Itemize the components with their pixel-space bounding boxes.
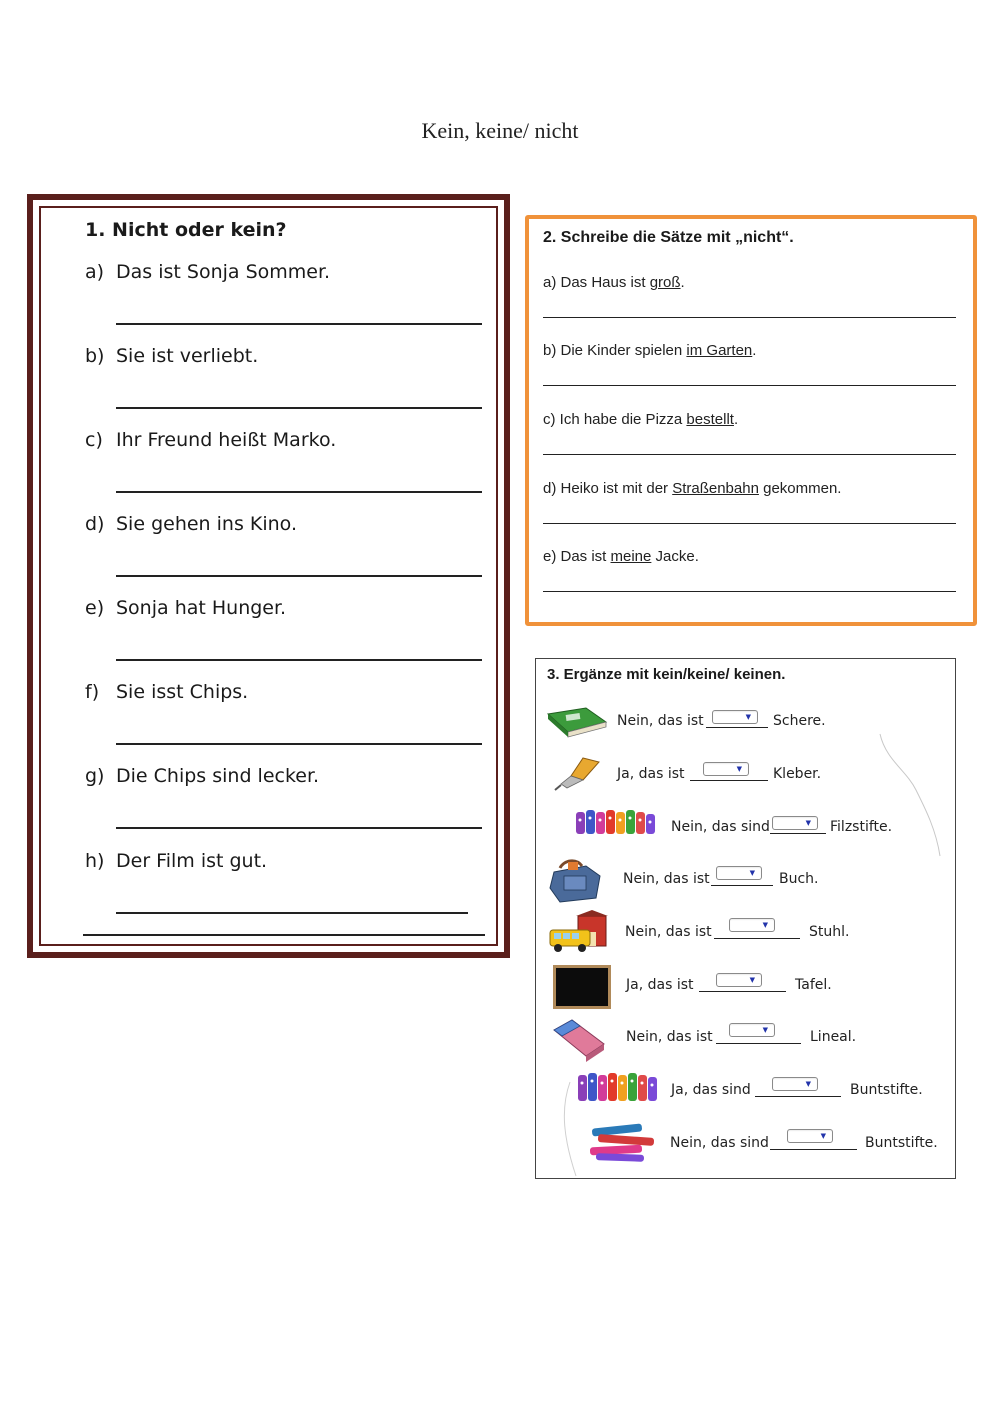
item-letter: g) [85,765,105,787]
exercise-3-item [0,1016,1000,1056]
item-sentence: Sie isst Chips. [116,681,249,703]
article-dropdown[interactable] [772,1077,818,1091]
item-sentence: c) Ich habe die Pizza bestellt. [543,411,739,428]
dropdown-arrow-icon: ▼ [762,1026,768,1034]
felt-pens-icon [574,806,660,842]
item-letter: a) [85,261,105,283]
item-letter: b) [85,345,105,367]
item-sentence: d) Heiko ist mit der Straßenbahn gekommen. [543,480,842,497]
answer-line[interactable] [543,523,956,524]
item-letter: h) [85,850,105,872]
article-dropdown[interactable] [772,816,818,830]
answer-blank [699,991,786,992]
item-noun: Stuhl. [809,924,850,940]
exercise-3-heading: 3. Ergänze mit kein/keine/ keinen. [547,666,786,683]
answer-line[interactable] [116,407,482,409]
underlined-word: bestellt [686,411,734,428]
answer-blank [716,1043,801,1044]
green-book-icon [546,702,608,738]
underlined-word: im Garten [686,342,753,359]
item-prefix: Ja, das ist [617,766,685,782]
chalk-sticks-icon [588,1122,660,1164]
item-sentence: b) Die Kinder spielen im Garten. [543,342,757,359]
answer-line[interactable] [116,659,482,661]
exercise-1-heading: 1. Nicht oder kein? [85,219,287,241]
article-dropdown[interactable] [729,918,775,932]
item-sentence: e) Das ist meine Jacke. [543,548,699,565]
item-prefix: Ja, das sind [671,1082,751,1098]
exercise-3-item [0,858,1000,898]
exercise-3-item [0,964,1000,1004]
item-sentence: Ihr Freund heißt Marko. [116,429,337,451]
item-prefix: Nein, das sind [670,1135,769,1151]
item-noun: Buntstifte. [865,1135,938,1151]
dropdown-arrow-icon: ▼ [805,819,811,827]
eraser-icon [550,1016,608,1062]
item-sentence: Sie ist verliebt. [116,345,259,367]
answer-line[interactable] [116,491,482,493]
item-prefix: Nein, das ist [625,924,712,940]
article-dropdown[interactable] [787,1129,833,1143]
item-noun: Filzstifte. [830,819,893,835]
exercise-3-item [0,754,1000,794]
exercise-3-item [0,806,1000,846]
answer-line[interactable] [543,385,956,386]
dropdown-arrow-icon: ▼ [762,921,768,929]
item-sentence: Sonja hat Hunger. [116,597,287,619]
article-dropdown[interactable] [729,1023,775,1037]
answer-line[interactable] [543,591,956,592]
dropdown-arrow-icon: ▼ [820,1132,826,1140]
dropdown-arrow-icon: ▼ [736,765,742,773]
exercise-3-item [0,1122,1000,1162]
item-letter: d) [85,513,105,535]
answer-blank [706,727,768,728]
article-dropdown[interactable] [716,866,762,880]
glue-tube-icon [553,754,603,792]
dropdown-arrow-icon: ▼ [805,1080,811,1088]
item-noun: Schere. [773,713,826,729]
item-prefix: Nein, das ist [623,871,710,887]
answer-blank [711,885,773,886]
answer-line[interactable] [116,575,482,577]
answer-line[interactable] [116,323,482,325]
underlined-word: groß [649,274,681,291]
answer-blank [755,1096,841,1097]
item-letter: c) [85,429,103,451]
answer-line[interactable] [116,743,482,745]
exercise-3-item [0,910,1000,950]
answer-blank [690,780,768,781]
answer-blank [770,1149,857,1150]
item-sentence: Sie gehen ins Kino. [116,513,298,535]
exercise-3-item [0,702,1000,742]
answer-line[interactable] [543,317,956,318]
blackboard-icon [552,964,612,1010]
item-letter: e) [85,597,105,619]
item-noun: Tafel. [795,977,832,993]
article-dropdown[interactable] [716,973,762,987]
item-noun: Buch. [779,871,819,887]
item-sentence: Die Chips sind lecker. [116,765,320,787]
article-dropdown[interactable] [712,710,758,724]
item-noun: Kleber. [773,766,822,782]
item-prefix: Ja, das ist [626,977,694,993]
answer-blank [770,833,826,834]
crayons-icon [576,1069,664,1109]
exercise-3-item [0,1069,1000,1109]
item-noun: Buntstifte. [850,1082,923,1098]
item-noun: Lineal. [810,1029,857,1045]
page-title: Kein, keine/ nicht [421,118,579,143]
dropdown-arrow-icon: ▼ [745,713,751,721]
underlined-word: Straßenbahn [672,480,759,497]
dropdown-arrow-icon: ▼ [749,869,755,877]
underlined-word: meine [610,548,652,565]
item-sentence: a) Das Haus ist groß. [543,274,685,291]
school-bus-icon [548,910,610,954]
item-letter: f) [85,681,100,703]
school-bag-icon [546,858,604,904]
item-prefix: Nein, das sind [671,819,770,835]
answer-line[interactable] [543,454,956,455]
dropdown-arrow-icon: ▼ [749,976,755,984]
article-dropdown[interactable] [703,762,749,776]
item-prefix: Nein, das ist [626,1029,713,1045]
item-sentence: Der Film ist gut. [116,850,268,872]
answer-blank [714,938,800,939]
item-prefix: Nein, das ist [617,713,704,729]
item-sentence: Das ist Sonja Sommer. [116,261,331,283]
exercise-2-heading: 2. Schreibe die Sätze mit „nicht“. [543,229,794,246]
